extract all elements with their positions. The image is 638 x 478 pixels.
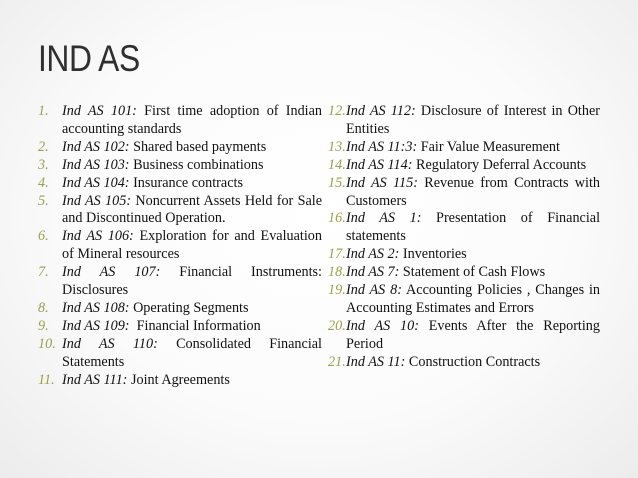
standard-code: Ind AS 102: [62, 138, 130, 155]
item-number: 9. [38, 317, 49, 334]
item-number: 20. [328, 317, 346, 334]
list-item [38, 372, 322, 390]
standard-code: Ind AS 111: [62, 371, 128, 388]
standard-description: Revenue from Contracts with Customers [346, 174, 601, 209]
standard-description: Financial Instruments: Disclosures [62, 264, 322, 299]
list-item [328, 210, 600, 246]
standard-description: Operating Segments [129, 299, 249, 316]
item-number: 13. [328, 138, 346, 155]
list-item [328, 103, 600, 139]
item-number: 4. [38, 174, 49, 191]
item-number: 14. [328, 156, 346, 173]
standard-code: Ind AS 112: [346, 103, 416, 119]
standard-code: Ind AS 110: [62, 335, 158, 352]
item-number: 8. [38, 299, 49, 316]
standard-description: Construction Contracts [405, 353, 541, 370]
standard-code: Ind AS 10: [346, 317, 419, 334]
standard-description: Regulatory Deferral Accounts [412, 156, 587, 173]
standard-description: Events After the Reporting Period [346, 317, 600, 352]
list-item [38, 300, 322, 318]
standard-code: Ind AS 106: [62, 228, 134, 245]
standard-code: Ind AS 11: [346, 353, 406, 370]
standards-list-left [38, 103, 322, 390]
slide-title: IND AS [38, 38, 140, 79]
standard-description: Noncurrent Assets Held for Sale and Discontinued Operation. [62, 192, 323, 227]
standard-code: Ind AS 2: [346, 246, 400, 263]
standard-code: Ind AS 103: [62, 156, 130, 173]
standard-code: Ind AS 7: [346, 264, 400, 281]
item-number: 2. [38, 138, 49, 155]
item-number: 10. [38, 335, 56, 352]
standard-description: Presentation of Financial statements [346, 210, 601, 245]
list-item [38, 336, 322, 372]
standard-code: Ind AS 104: [62, 174, 130, 191]
standard-code: Ind AS 114: [346, 156, 413, 173]
item-number: 17. [328, 246, 346, 263]
standard-description: Shared based payments [129, 138, 267, 155]
standard-description: Exploration for and Evaluation of Mineral resources [62, 228, 322, 263]
item-number: 21. [328, 353, 346, 370]
item-number: 5. [38, 192, 49, 209]
item-number: 11. [38, 371, 55, 388]
list-item [328, 175, 600, 211]
standard-code: Ind AS 1: [346, 210, 422, 227]
standard-description: Inventories [399, 246, 467, 263]
list-item [328, 318, 600, 354]
item-number: 16. [328, 210, 346, 227]
standards-list-right [328, 103, 600, 372]
list-item [38, 157, 322, 175]
standard-description: Insurance contracts [129, 174, 243, 191]
list-item [328, 282, 600, 318]
list-item [328, 139, 600, 157]
standard-description: Accounting Policies , Changes in Accounting Estimates and Errors [346, 282, 601, 316]
standard-code: Ind AS 105: [62, 192, 132, 209]
list-item [38, 228, 322, 264]
list-item [328, 157, 600, 175]
item-number: 15. [328, 174, 346, 191]
list-item [38, 318, 322, 336]
standard-description: Joint Agreements [127, 371, 230, 388]
list-item [38, 175, 322, 193]
standard-description: Business combinations [129, 156, 264, 173]
list-item [328, 264, 600, 282]
standard-description: Consolidated Financial Statements [62, 335, 323, 370]
list-item [38, 139, 322, 157]
standard-description: First time adoption of Indian accounting standards [62, 103, 322, 137]
item-number: 3. [38, 156, 49, 173]
item-number: 18. [328, 264, 346, 281]
standard-code: Ind AS 11:3: [346, 138, 418, 155]
standard-description: Disclosure of Interest in Other Entities [346, 103, 600, 137]
list-item [38, 193, 322, 229]
list-item [38, 103, 322, 139]
standard-code: Ind AS 109: [62, 317, 130, 334]
standard-code: Ind AS 8: [346, 282, 402, 299]
standard-code: Ind AS 107: [62, 264, 161, 281]
standard-description: Statement of Cash Flows [399, 264, 546, 281]
item-number: 6. [38, 228, 49, 245]
list-item [328, 354, 600, 372]
list-item [328, 246, 600, 264]
item-number: 19. [328, 282, 346, 299]
standard-code: Ind AS 101: [62, 103, 137, 119]
list-item [38, 264, 322, 300]
item-number: 7. [38, 264, 49, 281]
standard-code: Ind AS 108: [62, 299, 130, 316]
item-number: 1. [38, 103, 49, 119]
standard-description: Fair Value Measurement [417, 138, 560, 155]
standard-code: Ind AS 115: [346, 174, 418, 191]
standard-description: Financial Information [129, 317, 261, 334]
item-number: 12. [328, 103, 346, 119]
